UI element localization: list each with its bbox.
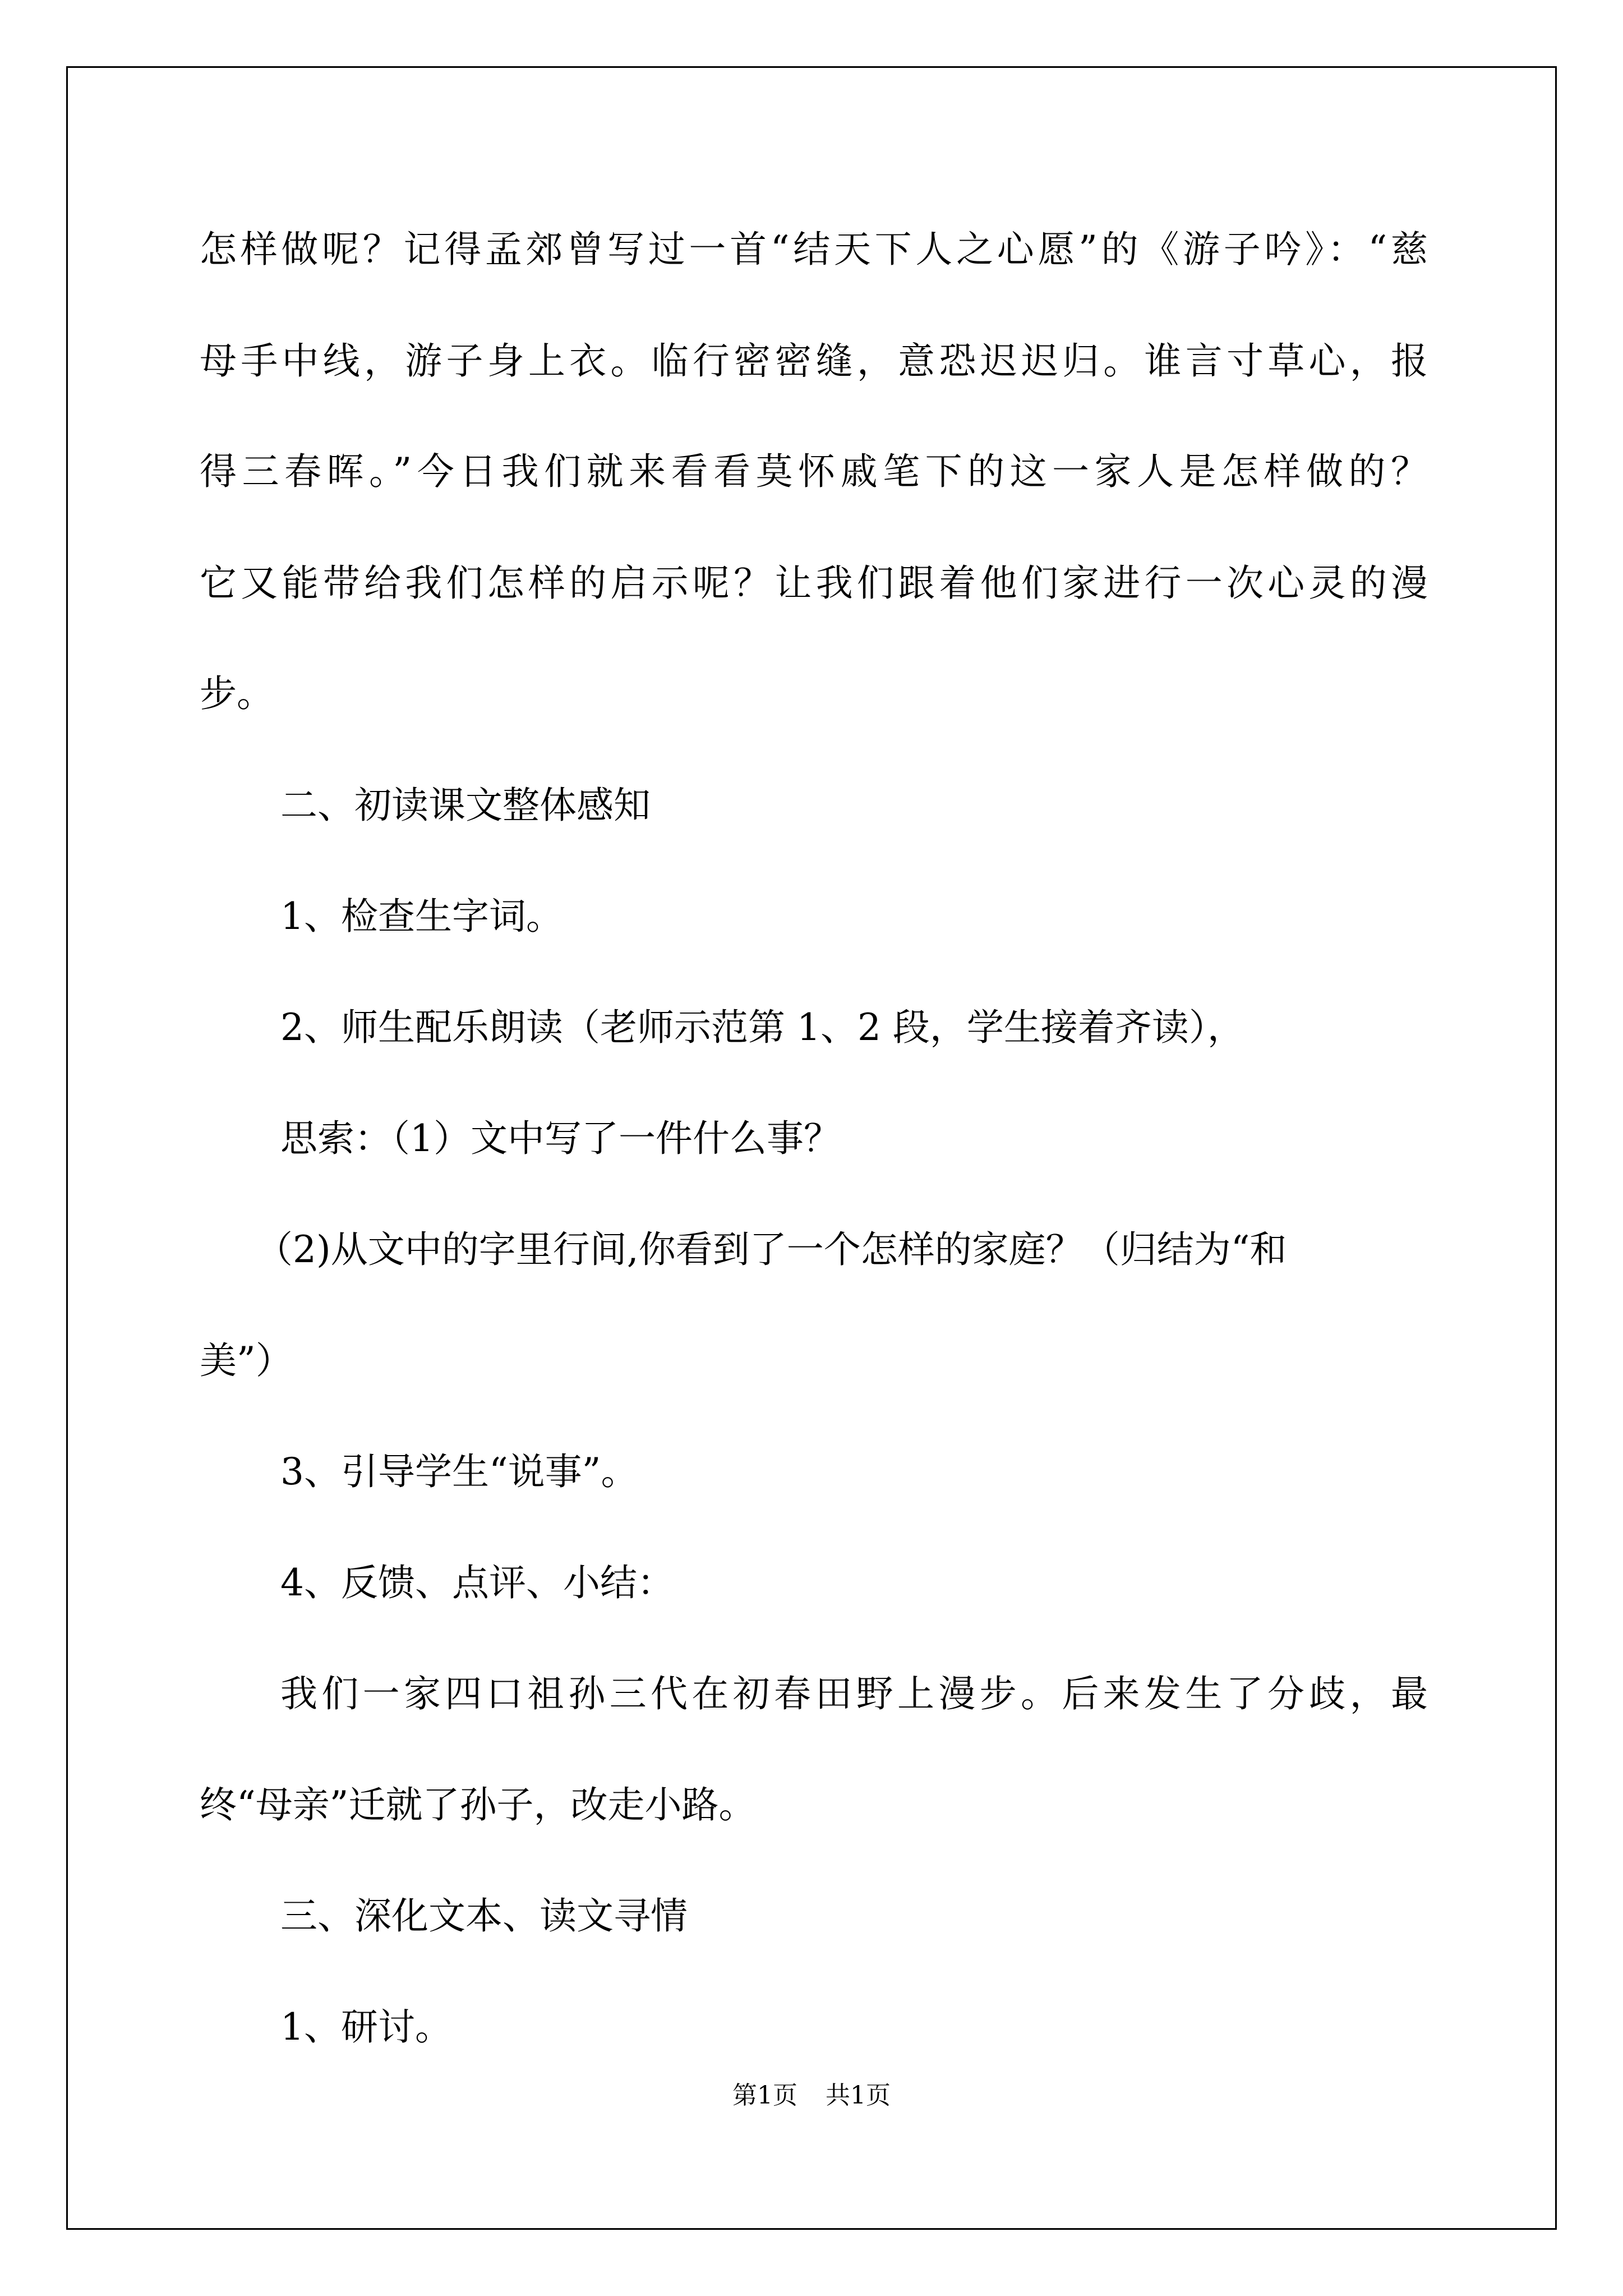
paragraph-line: 思索：（1）文中写了一件什么事？	[280, 1117, 841, 1160]
paragraph-line: 怎样做呢？记得孟郊曾写过一首“结天下人之心愿”的《游子吟》：“慈	[200, 228, 1428, 271]
list-item: 2、师生配乐朗读（老师示范第 1、2 段，学生接着齐读），	[280, 1006, 1244, 1049]
paragraph-line: 终“母亲”迁就了孙子，改走小路。	[200, 1783, 756, 1826]
paragraph-line: 我们一家四口祖孙三代在初春田野上漫步。后来发生了分歧，最	[280, 1672, 1428, 1715]
list-item: 1、研讨。	[280, 2005, 452, 2049]
paragraph-line: 得三春晖。”今日我们就来看看莫怀戚笔下的这一家人是怎样做的？	[200, 450, 1428, 493]
list-item: 4、反馈、点评、小结：	[280, 1561, 674, 1604]
page-footer	[0, 2079, 1623, 2113]
section-heading: 三、深化文本、读文寻情	[280, 1894, 688, 1938]
paragraph-line: （2)从文中的字里行间,你看到了一个怎样的家庭？（归结为“和	[256, 1228, 1287, 1271]
list-item: 1、检查生字词。	[280, 895, 563, 938]
paragraph-line: 母手中线，游子身上衣。临行密密缝，意恐迟迟归。谁言寸草心，报	[200, 339, 1428, 383]
paragraph-line: 美”）	[200, 1339, 293, 1382]
paragraph-line: 步。	[200, 672, 274, 715]
paragraph-line: 它又能带给我们怎样的启示呢？让我们跟着他们家进行一次心灵的漫	[200, 562, 1428, 605]
page-total: 共1页	[826, 2081, 891, 2110]
page-number: 第1页	[732, 2081, 797, 2110]
list-item: 3、引导学生“说事”。	[280, 1450, 638, 1493]
section-heading: 二、初读课文整体感知	[280, 784, 651, 827]
